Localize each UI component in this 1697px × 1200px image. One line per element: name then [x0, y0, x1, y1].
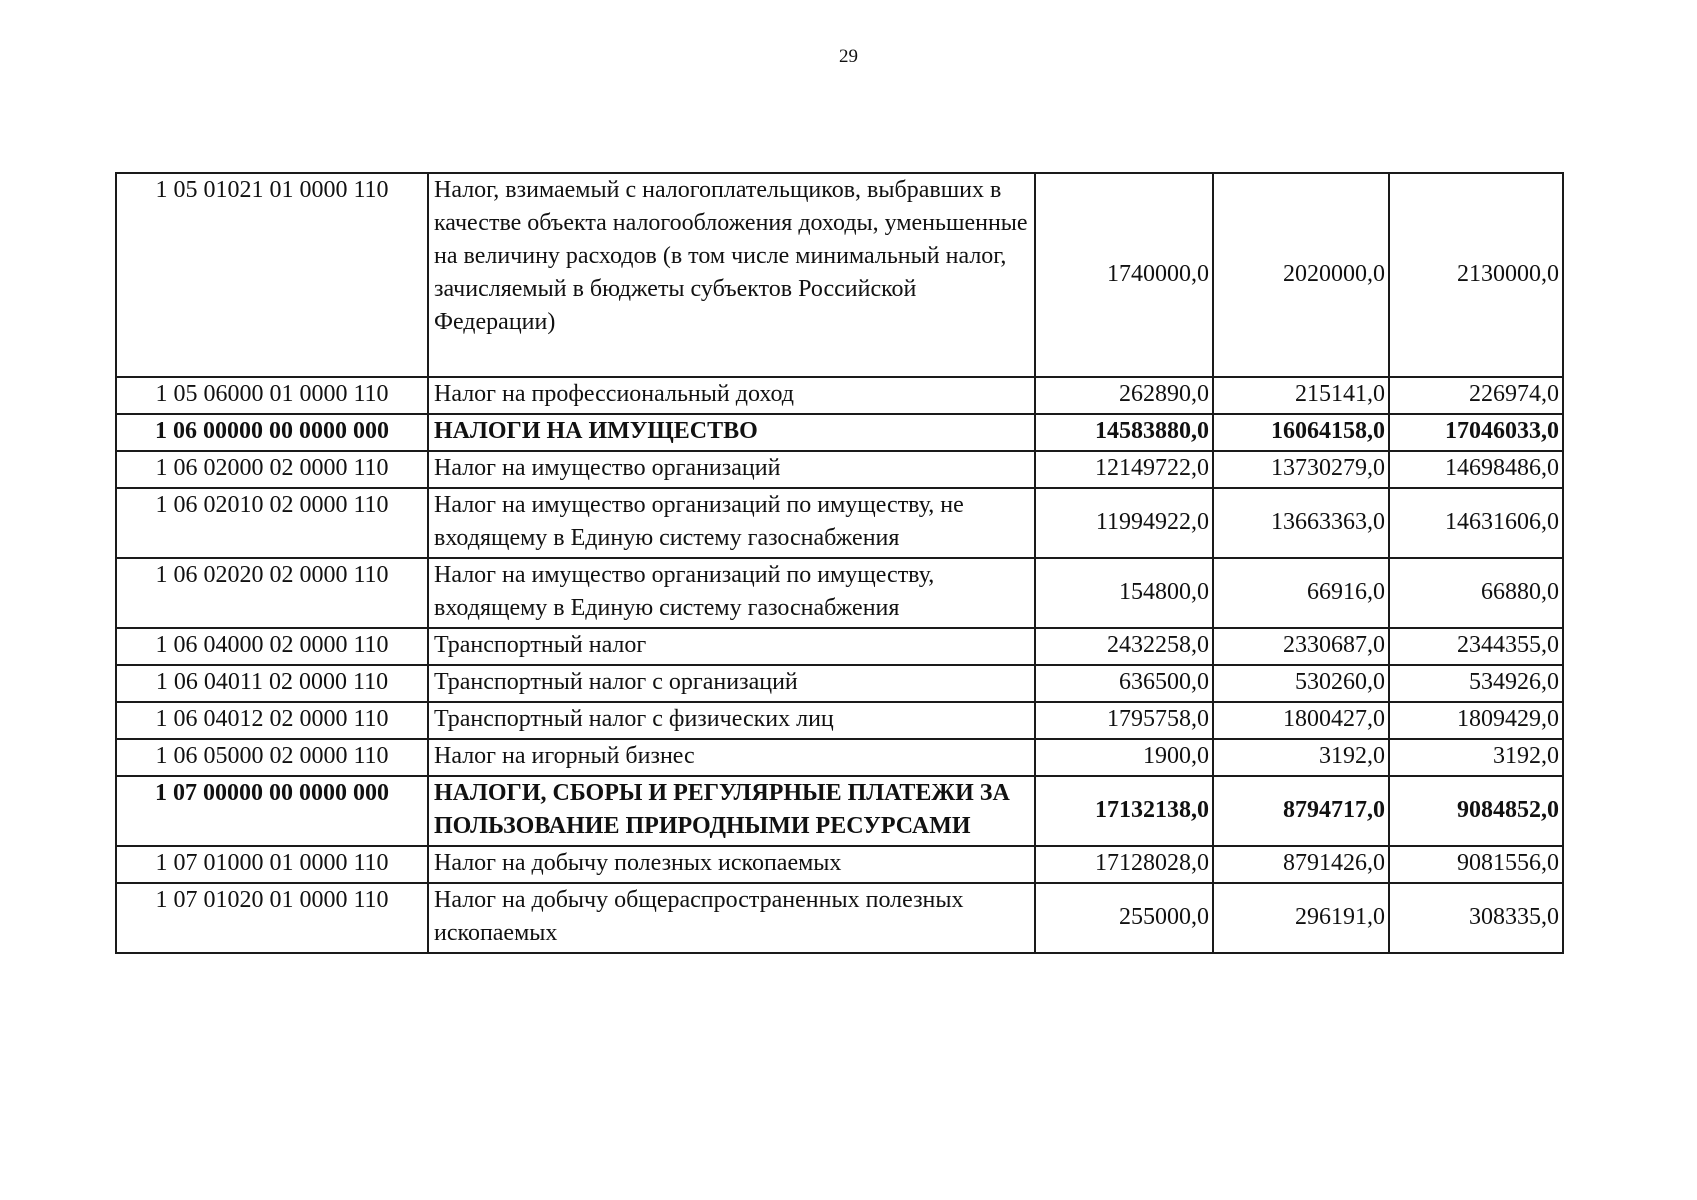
amount-year-3: 14698486,0 — [1389, 451, 1563, 488]
amount-year-1: 1795758,0 — [1035, 702, 1213, 739]
amount-year-2: 13663363,0 — [1213, 488, 1389, 558]
amount-year-1: 17132138,0 — [1035, 776, 1213, 846]
kbk-code: 1 06 04012 02 0000 110 — [116, 702, 428, 739]
revenue-name: Транспортный налог с физических лиц — [428, 702, 1035, 739]
amount-year-1: 17128028,0 — [1035, 846, 1213, 883]
amount-year-2: 13730279,0 — [1213, 451, 1389, 488]
table-row — [116, 488, 1563, 558]
table-row-group-total — [116, 414, 1563, 451]
amount-year-2: 3192,0 — [1213, 739, 1389, 776]
amount-year-2: 2020000,0 — [1213, 173, 1389, 377]
kbk-code: 1 06 05000 02 0000 110 — [116, 739, 428, 776]
kbk-code: 1 07 01000 01 0000 110 — [116, 846, 428, 883]
amount-year-2: 16064158,0 — [1213, 414, 1389, 451]
revenue-name: Налог на игорный бизнес — [428, 739, 1035, 776]
amount-year-1: 154800,0 — [1035, 558, 1213, 628]
amount-year-1: 2432258,0 — [1035, 628, 1213, 665]
amount-year-2: 215141,0 — [1213, 377, 1389, 414]
amount-year-3: 9084852,0 — [1389, 776, 1563, 846]
kbk-code: 1 07 01020 01 0000 110 — [116, 883, 428, 953]
amount-year-1: 12149722,0 — [1035, 451, 1213, 488]
amount-year-3: 14631606,0 — [1389, 488, 1563, 558]
revenue-name: Налог на профессиональный доход — [428, 377, 1035, 414]
amount-year-2: 2330687,0 — [1213, 628, 1389, 665]
budget-revenue-table — [115, 172, 1564, 954]
amount-year-1: 636500,0 — [1035, 665, 1213, 702]
amount-year-2: 8791426,0 — [1213, 846, 1389, 883]
kbk-code: 1 06 04011 02 0000 110 — [116, 665, 428, 702]
amount-year-3: 2344355,0 — [1389, 628, 1563, 665]
kbk-code: 1 06 02010 02 0000 110 — [116, 488, 428, 558]
kbk-code: 1 06 02020 02 0000 110 — [116, 558, 428, 628]
table-row — [116, 628, 1563, 665]
table-row — [116, 846, 1563, 883]
amount-year-2: 8794717,0 — [1213, 776, 1389, 846]
revenue-name: Налог на имущество организаций по имуществу, не входящему в Единую систему газоснабжения — [428, 488, 1035, 558]
table-row — [116, 377, 1563, 414]
revenue-name: Транспортный налог с организаций — [428, 665, 1035, 702]
kbk-code: 1 06 00000 00 0000 000 — [116, 414, 428, 451]
amount-year-1: 11994922,0 — [1035, 488, 1213, 558]
table-row — [116, 173, 1563, 377]
amount-year-3: 308335,0 — [1389, 883, 1563, 953]
kbk-code: 1 05 01021 01 0000 110 — [116, 173, 428, 377]
amount-year-3: 2130000,0 — [1389, 173, 1563, 377]
kbk-code: 1 06 04000 02 0000 110 — [116, 628, 428, 665]
page-number: 29 — [839, 46, 858, 67]
kbk-code: 1 05 06000 01 0000 110 — [116, 377, 428, 414]
amount-year-1: 1900,0 — [1035, 739, 1213, 776]
amount-year-3: 534926,0 — [1389, 665, 1563, 702]
amount-year-3: 66880,0 — [1389, 558, 1563, 628]
revenue-name: НАЛОГИ, СБОРЫ И РЕГУЛЯРНЫЕ ПЛАТЕЖИ ЗА ПОЛЬЗОВАНИЕ ПРИРОДНЫМИ РЕСУРСАМИ — [428, 776, 1035, 846]
amount-year-1: 255000,0 — [1035, 883, 1213, 953]
amount-year-3: 9081556,0 — [1389, 846, 1563, 883]
revenue-name: Налог на добычу полезных ископаемых — [428, 846, 1035, 883]
table-row — [116, 451, 1563, 488]
table-row — [116, 702, 1563, 739]
kbk-code: 1 07 00000 00 0000 000 — [116, 776, 428, 846]
kbk-code: 1 06 02000 02 0000 110 — [116, 451, 428, 488]
amount-year-1: 1740000,0 — [1035, 173, 1213, 377]
amount-year-3: 3192,0 — [1389, 739, 1563, 776]
amount-year-2: 1800427,0 — [1213, 702, 1389, 739]
revenue-name: Транспортный налог — [428, 628, 1035, 665]
table-row — [116, 558, 1563, 628]
amount-year-3: 226974,0 — [1389, 377, 1563, 414]
table-row — [116, 665, 1563, 702]
amount-year-1: 14583880,0 — [1035, 414, 1213, 451]
revenue-name: НАЛОГИ НА ИМУЩЕСТВО — [428, 414, 1035, 451]
table-row — [116, 739, 1563, 776]
revenue-name: Налог, взимаемый с налогоплательщиков, выбравших в качестве объекта налогообложения доходы, уменьшенные на величину расходов (в том числе минимальный налог, зачисляемый в бюджеты субъектов Российской Федерации) — [428, 173, 1035, 377]
table-row — [116, 883, 1563, 953]
amount-year-2: 66916,0 — [1213, 558, 1389, 628]
revenue-name: Налог на добычу общераспространенных полезных ископаемых — [428, 883, 1035, 953]
revenue-name: Налог на имущество организаций по имуществу, входящему в Единую систему газоснабжения — [428, 558, 1035, 628]
amount-year-3: 1809429,0 — [1389, 702, 1563, 739]
amount-year-2: 530260,0 — [1213, 665, 1389, 702]
amount-year-3: 17046033,0 — [1389, 414, 1563, 451]
amount-year-1: 262890,0 — [1035, 377, 1213, 414]
amount-year-2: 296191,0 — [1213, 883, 1389, 953]
table-row-group-total — [116, 776, 1563, 846]
revenue-name: Налог на имущество организаций — [428, 451, 1035, 488]
